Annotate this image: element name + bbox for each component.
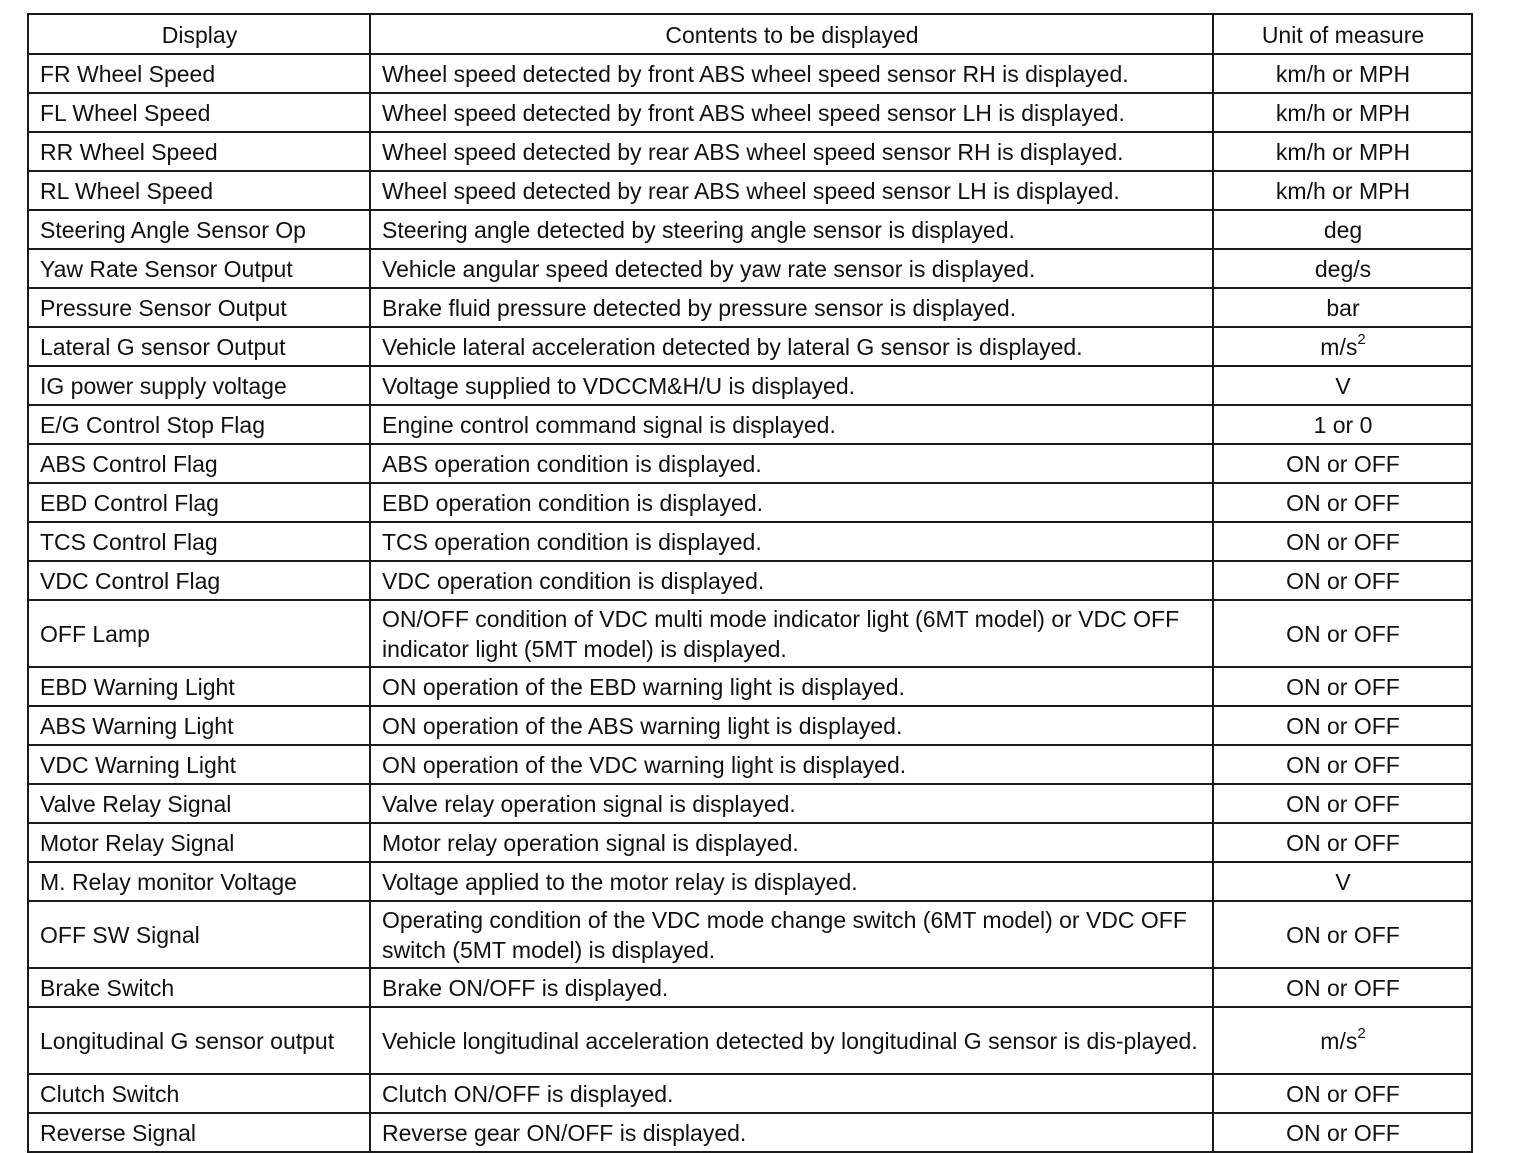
cell-contents: Voltage supplied to VDCCM&H/U is displayed. bbox=[370, 366, 1213, 405]
cell-contents: Clutch ON/OFF is displayed. bbox=[370, 1074, 1213, 1113]
cell-display: Steering Angle Sensor Op bbox=[28, 210, 370, 249]
cell-display: VDC Control Flag bbox=[28, 561, 370, 600]
unit-text: deg bbox=[1323, 217, 1363, 243]
cell-contents: Vehicle longitudinal acceleration detected by longitudinal G sensor is dis-played. bbox=[370, 1007, 1213, 1074]
unit-text: ON or OFF bbox=[1286, 674, 1400, 700]
cell-unit bbox=[1213, 132, 1472, 171]
unit-text: V bbox=[1335, 373, 1351, 399]
cell-contents: EBD operation condition is displayed. bbox=[370, 483, 1213, 522]
unit-text: km/h or MPH bbox=[1275, 100, 1411, 126]
cell-unit bbox=[1213, 823, 1472, 862]
cell-unit bbox=[1213, 1074, 1472, 1113]
unit-text: ON or OFF bbox=[1286, 529, 1400, 555]
cell-unit bbox=[1213, 561, 1472, 600]
cell-display: EBD Control Flag bbox=[28, 483, 370, 522]
table-row bbox=[28, 823, 1472, 862]
header-contents: Contents to be displayed bbox=[370, 14, 1213, 54]
unit-text: ON or OFF bbox=[1286, 490, 1400, 516]
cell-unit bbox=[1213, 366, 1472, 405]
cell-display: ABS Warning Light bbox=[28, 706, 370, 745]
cell-display: Motor Relay Signal bbox=[28, 823, 370, 862]
cell-contents: Brake ON/OFF is displayed. bbox=[370, 968, 1213, 1007]
cell-display: RL Wheel Speed bbox=[28, 171, 370, 210]
cell-contents: Wheel speed detected by front ABS wheel speed sensor RH is displayed. bbox=[370, 54, 1213, 93]
unit-text: km/h or MPH bbox=[1275, 61, 1411, 87]
cell-contents: Motor relay operation signal is displayed. bbox=[370, 823, 1213, 862]
cell-display: FR Wheel Speed bbox=[28, 54, 370, 93]
cell-unit bbox=[1213, 444, 1472, 483]
table-row bbox=[28, 444, 1472, 483]
cell-contents: Engine control command signal is displayed. bbox=[370, 405, 1213, 444]
cell-contents: Reverse gear ON/OFF is displayed. bbox=[370, 1113, 1213, 1152]
cell-unit bbox=[1213, 210, 1472, 249]
table-row bbox=[28, 600, 1472, 667]
cell-display: Reverse Signal bbox=[28, 1113, 370, 1152]
table-row bbox=[28, 862, 1472, 901]
unit-superscript: 2 bbox=[1357, 331, 1366, 349]
cell-unit bbox=[1213, 1113, 1472, 1152]
table-row bbox=[28, 745, 1472, 784]
cell-display: Clutch Switch bbox=[28, 1074, 370, 1113]
cell-unit bbox=[1213, 600, 1472, 667]
unit-text: ON or OFF bbox=[1286, 621, 1400, 647]
cell-display: IG power supply voltage bbox=[28, 366, 370, 405]
cell-unit bbox=[1213, 784, 1472, 823]
table-row bbox=[28, 249, 1472, 288]
cell-unit bbox=[1213, 706, 1472, 745]
cell-contents: ON operation of the EBD warning light is displayed. bbox=[370, 667, 1213, 706]
table-row bbox=[28, 706, 1472, 745]
cell-display: E/G Control Stop Flag bbox=[28, 405, 370, 444]
table-row bbox=[28, 327, 1472, 366]
unit-text: ON or OFF bbox=[1286, 1081, 1400, 1107]
header-display: Display bbox=[28, 14, 370, 54]
cell-unit bbox=[1213, 901, 1472, 968]
unit-text: ON or OFF bbox=[1286, 975, 1400, 1001]
cell-contents: ON operation of the ABS warning light is displayed. bbox=[370, 706, 1213, 745]
cell-unit bbox=[1213, 667, 1472, 706]
header-unit: Unit of measure bbox=[1213, 14, 1472, 54]
cell-display: FL Wheel Speed bbox=[28, 93, 370, 132]
unit-text: deg/s bbox=[1314, 256, 1372, 282]
table-row bbox=[28, 288, 1472, 327]
cell-unit bbox=[1213, 1007, 1472, 1074]
cell-display: Pressure Sensor Output bbox=[28, 288, 370, 327]
table-header-row bbox=[28, 14, 1472, 54]
unit-text: km/h or MPH bbox=[1275, 139, 1411, 165]
cell-display: TCS Control Flag bbox=[28, 522, 370, 561]
cell-display: ABS Control Flag bbox=[28, 444, 370, 483]
table-row bbox=[28, 522, 1472, 561]
cell-contents: Vehicle angular speed detected by yaw rate sensor is displayed. bbox=[370, 249, 1213, 288]
unit-text: ON or OFF bbox=[1286, 713, 1400, 739]
cell-contents: Operating condition of the VDC mode change switch (6MT model) or VDC OFF switch (5MT model) is displayed. bbox=[370, 901, 1213, 968]
unit-text: ON or OFF bbox=[1286, 451, 1400, 477]
unit-text: bar bbox=[1326, 295, 1360, 321]
table-row bbox=[28, 1074, 1472, 1113]
table-row bbox=[28, 901, 1472, 968]
unit-text: ON or OFF bbox=[1286, 922, 1400, 948]
table-row bbox=[28, 210, 1472, 249]
table-row bbox=[28, 54, 1472, 93]
cell-unit bbox=[1213, 54, 1472, 93]
cell-display: M. Relay monitor Voltage bbox=[28, 862, 370, 901]
unit-text: ON or OFF bbox=[1286, 752, 1400, 778]
cell-unit bbox=[1213, 522, 1472, 561]
unit-text: ON or OFF bbox=[1286, 830, 1400, 856]
cell-unit bbox=[1213, 405, 1472, 444]
cell-unit bbox=[1213, 93, 1472, 132]
cell-contents: TCS operation condition is displayed. bbox=[370, 522, 1213, 561]
cell-contents: Vehicle lateral acceleration detected by lateral G sensor is displayed. bbox=[370, 327, 1213, 366]
cell-display: RR Wheel Speed bbox=[28, 132, 370, 171]
unit-superscript: 2 bbox=[1357, 1025, 1366, 1043]
cell-contents: ON operation of the VDC warning light is displayed. bbox=[370, 745, 1213, 784]
cell-contents: Valve relay operation signal is displayed. bbox=[370, 784, 1213, 823]
cell-display: Yaw Rate Sensor Output bbox=[28, 249, 370, 288]
unit-text: m/s bbox=[1320, 1028, 1358, 1054]
cell-unit bbox=[1213, 862, 1472, 901]
unit-text: ON or OFF bbox=[1286, 1120, 1400, 1146]
cell-display: Lateral G sensor Output bbox=[28, 327, 370, 366]
unit-text: ON or OFF bbox=[1286, 568, 1400, 594]
cell-display: EBD Warning Light bbox=[28, 667, 370, 706]
table-row bbox=[28, 1007, 1472, 1074]
cell-contents: Wheel speed detected by rear ABS wheel speed sensor LH is displayed. bbox=[370, 171, 1213, 210]
unit-text: km/h or MPH bbox=[1275, 178, 1411, 204]
cell-contents: Wheel speed detected by front ABS wheel speed sensor LH is displayed. bbox=[370, 93, 1213, 132]
cell-contents: Brake fluid pressure detected by pressure sensor is displayed. bbox=[370, 288, 1213, 327]
unit-text: 1 or 0 bbox=[1313, 412, 1373, 438]
cell-display: Longitudinal G sensor output bbox=[28, 1007, 370, 1074]
cell-contents: ABS operation condition is displayed. bbox=[370, 444, 1213, 483]
table-row bbox=[28, 405, 1472, 444]
table-row bbox=[28, 667, 1472, 706]
cell-unit bbox=[1213, 745, 1472, 784]
table-row bbox=[28, 483, 1472, 522]
cell-display: OFF Lamp bbox=[28, 600, 370, 667]
cell-unit bbox=[1213, 483, 1472, 522]
cell-contents: Steering angle detected by steering angle sensor is displayed. bbox=[370, 210, 1213, 249]
cell-contents: Wheel speed detected by rear ABS wheel speed sensor RH is displayed. bbox=[370, 132, 1213, 171]
table-row bbox=[28, 93, 1472, 132]
cell-display: OFF SW Signal bbox=[28, 901, 370, 968]
cell-unit bbox=[1213, 171, 1472, 210]
cell-contents: ON/OFF condition of VDC multi mode indicator light (6MT model) or VDC OFF indicator light (5MT model) is displayed. bbox=[370, 600, 1213, 667]
cell-contents: Voltage applied to the motor relay is displayed. bbox=[370, 862, 1213, 901]
cell-unit bbox=[1213, 327, 1472, 366]
table-row bbox=[28, 171, 1472, 210]
cell-display: Brake Switch bbox=[28, 968, 370, 1007]
table-body bbox=[28, 54, 1472, 1152]
unit-text: V bbox=[1335, 869, 1351, 895]
cell-display: Valve Relay Signal bbox=[28, 784, 370, 823]
unit-text: ON or OFF bbox=[1286, 791, 1400, 817]
cell-display: VDC Warning Light bbox=[28, 745, 370, 784]
table-row bbox=[28, 561, 1472, 600]
table-row bbox=[28, 132, 1472, 171]
cell-unit bbox=[1213, 968, 1472, 1007]
cell-unit bbox=[1213, 288, 1472, 327]
table-row bbox=[28, 784, 1472, 823]
table-row bbox=[28, 1113, 1472, 1152]
table-row bbox=[28, 366, 1472, 405]
table-row bbox=[28, 968, 1472, 1007]
cell-contents: VDC operation condition is displayed. bbox=[370, 561, 1213, 600]
cell-unit bbox=[1213, 249, 1472, 288]
unit-text: m/s bbox=[1320, 334, 1358, 360]
display-items-table bbox=[27, 13, 1473, 1153]
